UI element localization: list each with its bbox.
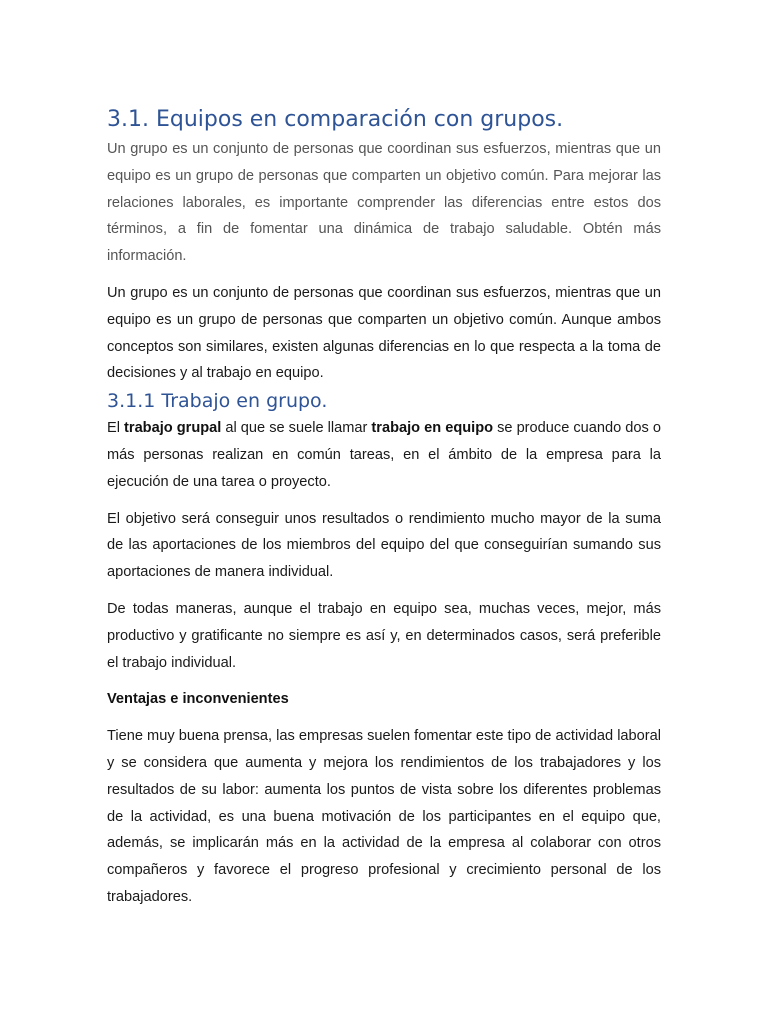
paragraph-intro: Un grupo es un conjunto de personas que coordinan sus esfuerzos, mientras que un equipo es un grupo de personas que comparten un objetivo común. Para mejorar las relaciones laborales, es importante comprender las diferencias entre estos dos términos, a fin de fomentar una dinámica de trabajo saludable. Obtén más información. [107,141,661,265]
paragraph-objetivo: El objetivo será conseguir unos resultados o rendimiento mucho mayor de la suma de las aportaciones de los miembros del equipo del que conseguirían sumando sus aportaciones de manera individual. [107,510,661,581]
paragraph-group-definition: Un grupo es un conjunto de personas que coordinan sus esfuerzos, mientras que un equipo es un grupo de personas que comparten un objetivo común. Aunque ambos conceptos son similares, existen algunas diferencias en lo que respecta a la toma de decisiones y al trabajo en equipo. [107,284,661,382]
text-run: se produce cuando dos o más personas realizan en común tareas, en el ámbito de la empresa para la ejecución de una tarea o proyecto. [107,420,661,490]
paragraph-todas-maneras: De todas maneras, aunque el trabajo en equipo sea, muchas veces, mejor, más productivo y gratificante no siempre es así y, en determinados casos, será preferible el trabajo individual. [107,600,661,671]
text-run: El [107,420,125,437]
section-heading-equipos-grupos: 3.1. Equipos en comparación con grupos. [107,107,564,132]
bold-term-trabajo-grupal: trabajo grupal [124,420,222,437]
text-run: al que se suele llamar [221,420,372,437]
bold-term-trabajo-equipo: trabajo en equipo [371,420,494,437]
document-page [107,104,661,911]
subsection-heading-trabajo-grupo: 3.1.1 Trabajo en grupo. [107,390,328,413]
paragraph-trabajo-grupal [107,415,661,495]
paragraph-buena-prensa: Tiene muy buena prensa, las empresas suelen fomentar este tipo de actividad laboral y se considera que aumenta y mejora los rendimientos de los trabajadores y los resultados de su labor: aumenta los puntos de vista sobre los diferentes problemas de la actividad, es una buena motivación de los participantes en el equipo que, además, se implicarán más en la actividad de la empresa al colaborar con otros compañeros y favorece el progreso profesional y crecimiento personal de los trabajadores. [107,728,661,905]
bold-subheading-ventajas: Ventajas e inconvenientes [107,691,289,708]
